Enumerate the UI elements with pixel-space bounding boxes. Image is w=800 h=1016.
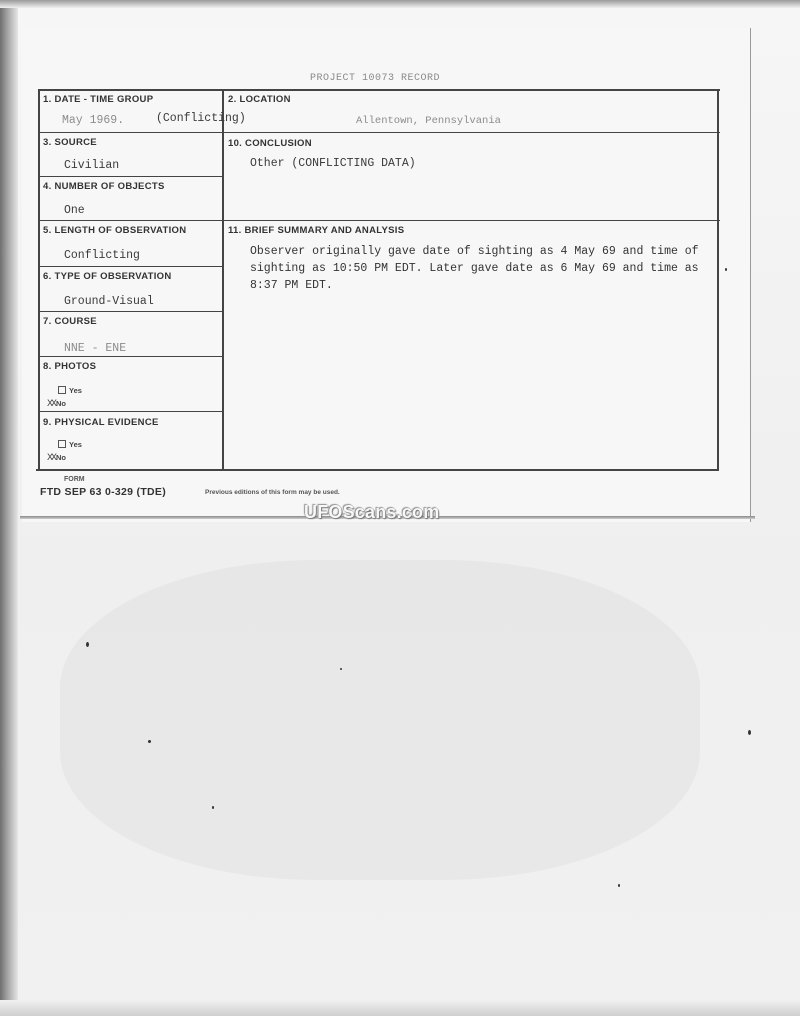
row-divider-1 — [38, 132, 720, 133]
row-divider-7 — [38, 411, 223, 412]
location-value: Allentown, Pennsylvania — [356, 115, 501, 127]
scan-speck — [725, 268, 727, 271]
form-border-top — [38, 89, 720, 91]
length-of-observation-label: 5. LENGTH OF OBSERVATION — [43, 225, 187, 236]
watermark: UFOScans.com — [304, 502, 440, 522]
footer-form-id: FTD SEP 63 0-329 (TDE) — [40, 486, 167, 498]
physical-evidence-label: 9. PHYSICAL EVIDENCE — [43, 417, 159, 428]
date-time-group-date: May 1969. — [62, 114, 125, 127]
form-border-left — [38, 89, 40, 470]
physical-evidence-yes-label: Yes — [69, 440, 82, 449]
footer-note: Previous editions of this form may be used. — [205, 489, 340, 496]
photos-yes-option — [58, 386, 82, 395]
scan-speck — [148, 740, 151, 743]
footer-form-word: FORM — [64, 476, 85, 483]
photos-label: 8. PHOTOS — [43, 361, 97, 372]
row-divider-4 — [38, 266, 223, 267]
row-divider-3 — [38, 220, 720, 221]
photos-no-mark: XX — [47, 399, 56, 410]
source-value: Civilian — [64, 159, 120, 172]
number-of-objects-label: 4. NUMBER OF OBJECTS — [43, 181, 165, 192]
date-time-group-label: 1. DATE - TIME GROUP — [43, 94, 154, 105]
scan-edge-shadow-top — [0, 0, 800, 8]
scan-edge-shadow-bottom — [0, 1000, 800, 1016]
length-of-observation-value: Conflicting — [64, 249, 140, 262]
row-divider-2 — [38, 176, 223, 177]
checkbox-icon — [58, 386, 66, 394]
scan-speck — [340, 668, 342, 670]
scan-speck — [86, 642, 89, 647]
checkbox-icon — [58, 440, 66, 448]
scan-speck — [618, 884, 620, 887]
type-of-observation-label: 6. TYPE OF OBSERVATION — [43, 271, 172, 282]
record-title: PROJECT 10073 RECORD — [310, 73, 441, 84]
summary-text: Observer originally gave date of sighting as 4 May 69 and time of sighting as 10:50 PM EDT. Later gave date as 6 May 69 and time as 8:37 PM EDT. — [250, 245, 699, 292]
summary-label: 11. BRIEF SUMMARY AND ANALYSIS — [228, 225, 405, 236]
type-of-observation-value: Ground-Visual — [64, 295, 154, 308]
scan-edge-shadow-left — [0, 0, 18, 1016]
scan-speck — [212, 806, 214, 809]
scan-speck — [748, 730, 751, 735]
photos-no-option — [47, 399, 66, 410]
physical-evidence-yes-option — [58, 440, 82, 449]
row-divider-5 — [38, 311, 223, 312]
date-time-group-note: (Conflicting) — [156, 112, 246, 125]
number-of-objects-value: One — [64, 204, 85, 217]
photos-yes-label: Yes — [69, 386, 82, 395]
physical-evidence-no-mark: XX — [47, 453, 56, 464]
physical-evidence-no-option — [47, 453, 66, 464]
conclusion-value: Other (CONFLICTING DATA) — [250, 157, 416, 170]
paper-smudge — [60, 560, 700, 880]
physical-evidence-no-label: No — [56, 453, 67, 462]
course-label: 7. COURSE — [43, 316, 97, 327]
row-divider-6 — [38, 356, 223, 357]
form-column-divider — [222, 89, 224, 470]
course-value: NNE - ENE — [64, 342, 127, 355]
source-label: 3. SOURCE — [43, 137, 97, 148]
form-border-bottom — [36, 469, 719, 471]
conclusion-label: 10. CONCLUSION — [228, 138, 312, 149]
photos-no-label: No — [56, 399, 67, 408]
location-label: 2. LOCATION — [228, 94, 291, 105]
